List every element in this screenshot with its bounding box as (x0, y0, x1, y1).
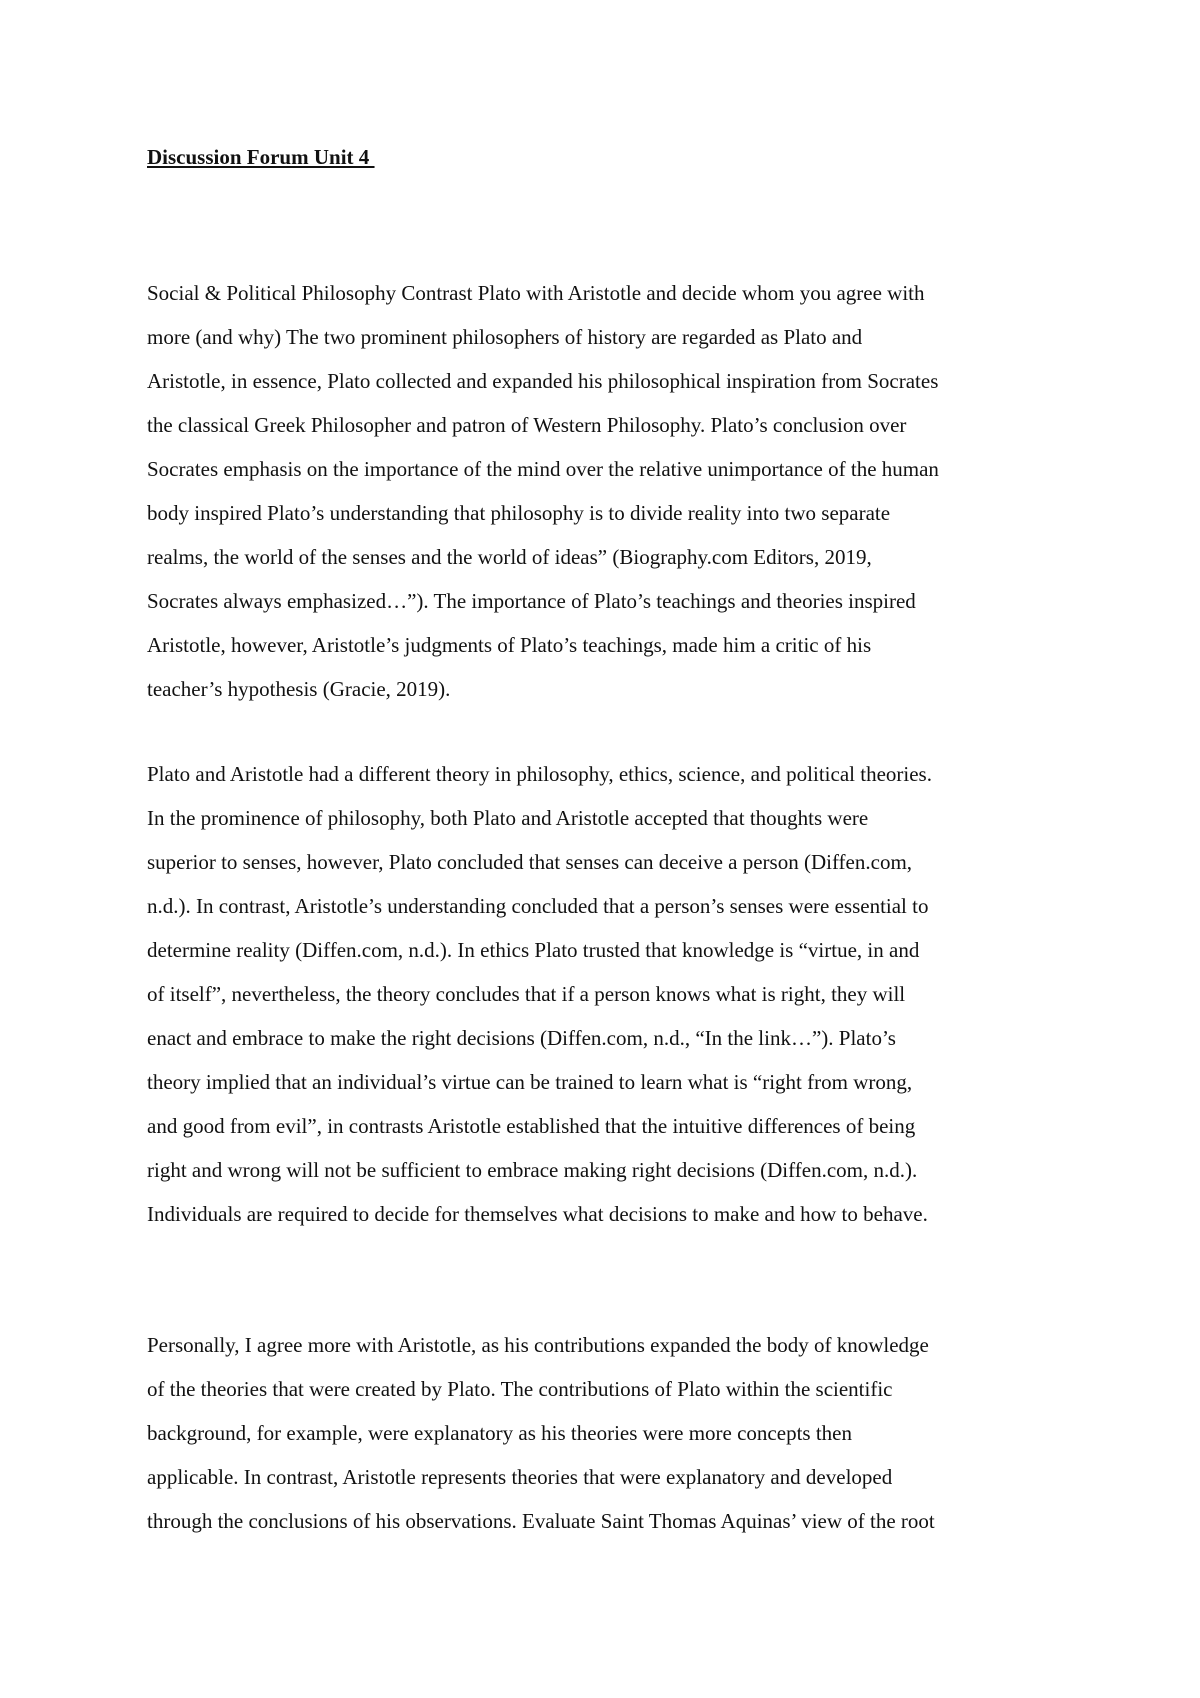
text-line: theory implied that an individual’s virtue can be trained to learn what is “right from wrong, (147, 1070, 913, 1094)
text-line: superior to senses, however, Plato concluded that senses can deceive a person (Diffen.com, (147, 850, 913, 874)
text-line: Socrates always emphasized…”). The importance of Plato’s teachings and theories inspired (147, 589, 916, 613)
paragraph-1 (147, 271, 1067, 711)
text-line: n.d.). In contrast, Aristotle’s understanding concluded that a person’s senses were essential to (147, 894, 929, 918)
paragraph-3 (147, 1323, 1067, 1543)
text-line: enact and embrace to make the right decisions (Diffen.com, n.d., “In the link…”). Plato’s (147, 1026, 896, 1050)
text-line: body inspired Plato’s understanding that philosophy is to divide reality into two separate (147, 501, 891, 525)
text-line: In the prominence of philosophy, both Plato and Aristotle accepted that thoughts were (147, 806, 869, 830)
text-line: and good from evil”, in contrasts Aristotle established that the intuitive differences of being (147, 1114, 916, 1138)
text-line: Socrates emphasis on the importance of the mind over the relative unimportance of the human (147, 457, 939, 481)
text-line: background, for example, were explanatory as his theories were more concepts then (147, 1421, 852, 1445)
text-line: right and wrong will not be sufficient to embrace making right decisions (Diffen.com, n.d.). (147, 1158, 918, 1182)
text-line: Plato and Aristotle had a different theory in philosophy, ethics, science, and political theories. (147, 762, 932, 786)
text-line: realms, the world of the senses and the world of ideas” (Biography.com Editors, 2019, (147, 545, 872, 569)
text-line: of the theories that were created by Plato. The contributions of Plato within the scientific (147, 1377, 893, 1401)
text-line: Social & Political Philosophy Contrast Plato with Aristotle and decide whom you agree with (147, 281, 925, 305)
text-line: more (and why) The two prominent philosophers of history are regarded as Plato and (147, 325, 863, 349)
text-line: Personally, I agree more with Aristotle, as his contributions expanded the body of knowledge (147, 1333, 929, 1357)
text-line: Aristotle, however, Aristotle’s judgments of Plato’s teachings, made him a critic of his (147, 633, 872, 657)
text-line: teacher’s hypothesis (Gracie, 2019). (147, 677, 451, 701)
text-line: the classical Greek Philosopher and patron of Western Philosophy. Plato’s conclusion over (147, 413, 907, 437)
document-title: Discussion Forum Unit 4 (147, 145, 375, 169)
text-line: determine reality (Diffen.com, n.d.). In ethics Plato trusted that knowledge is “virtue, in and (147, 938, 920, 962)
text-line: through the conclusions of his observations. Evaluate Saint Thomas Aquinas’ view of the root (147, 1509, 935, 1533)
text-line: Individuals are required to decide for themselves what decisions to make and how to behave. (147, 1202, 928, 1226)
text-line: of itself”, nevertheless, the theory concludes that if a person knows what is right, they will (147, 982, 906, 1006)
text-line: applicable. In contrast, Aristotle represents theories that were explanatory and developed (147, 1465, 893, 1489)
text-line: Aristotle, in essence, Plato collected and expanded his philosophical inspiration from Socrates (147, 369, 939, 393)
paragraph-2 (147, 752, 1067, 1236)
